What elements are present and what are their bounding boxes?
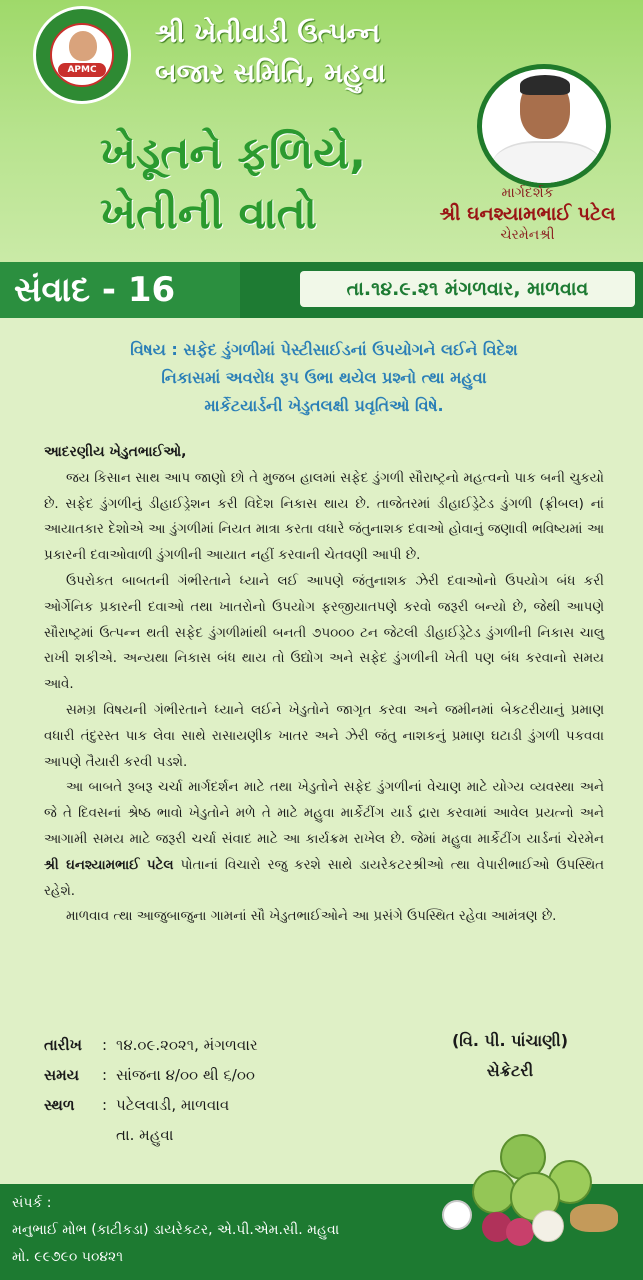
subject-block — [50, 336, 598, 420]
signatory-title: સેક્રેટરી — [486, 1061, 534, 1080]
logo-emblem — [50, 23, 114, 87]
headline — [100, 124, 420, 244]
org-title-line2: બજાર સમિતિ, મહુવા — [155, 58, 386, 89]
onion-icon — [506, 1218, 534, 1246]
guide-role: માર્ગદર્શક — [501, 185, 554, 201]
place-row-2 — [44, 1120, 374, 1150]
time-row — [44, 1060, 374, 1090]
paragraph-3: સમગ્ર વિષયની ગંભીરતાને ધ્યાને લઈને ખેડુતોને જાગૃત કરવા અને જમીનમાં બેકટરીયાનું પ્રમાણ વધારી તંદુરસ્ત પાક લેવા સાથે રાસાયણીક ખાતર અને ઝેરી જંતુ નાશકનું પ્રમાણ ઘટાડી ડુંગળી પકવવા આપણે તૈયારી કરવી પડશે. — [44, 702, 604, 770]
date-label: તારીખ — [44, 1036, 82, 1054]
date-value: ૧૪.૦૯.૨૦૨૧, મંગળવાર — [116, 1036, 258, 1054]
separator: : — [102, 1096, 108, 1114]
letter-body — [44, 440, 604, 930]
contact-person: મનુભાઈ મોભ (કાટીકડા) ડાયરેકટર, એ.પી.એમ.સી. મહુવા — [12, 1222, 340, 1238]
paragraph-4-text: આ બાબતે રૂબરૂ ચર્ચા માર્ગદર્શન માટે તથા ખેડુતોને સફેદ ડુંગળીનાં વેચાણ માટે યોગ્ય વ્યવસ્થા અને જે તે દિવસનાં શ્રેષ્ઠ ભાવો ખેડુતોને મળે તે માટે મહુવા માર્કેટીંગ યાર્ડ દ્રારા કરવામાં આવેલ પ્રયત્નો અને આગામી સમય માટે જરૂરી ચર્ચા સંવાદ માટે આ કાર્યક્રમ રાખેલ છે. જેમાં મહુવા માર્કેટીંગ યાર્ડનાં ચેરમેન — [44, 780, 604, 847]
salutation: આદરણીય ખેડુતભાઈઓ, — [44, 444, 187, 460]
event-date-place: તા.૧૪.૯.૨૧ મંગળવાર, માળવાવ — [300, 271, 635, 307]
headline-line2: ખેતીની વાતો — [100, 188, 317, 239]
headline-line1: ખેડૂતને ફળિયે, — [100, 128, 367, 179]
samvad-label: સંવાદ - 16 — [0, 262, 240, 318]
time-value: સાંજના ૪/૦૦ થી ૬/૦૦ — [116, 1066, 255, 1084]
org-title-line1: શ્રી ખેતીવાડી ઉત્પન્ન — [155, 18, 381, 49]
paragraph-5: માળવાવ ત્થા આજુબાજુના ગામનાં સૌ ખેડુતભાઈઓને આ પ્રસંગે ઉપસ્થિત રહેવા આમંત્રણ છે. — [66, 909, 557, 925]
contact-block — [12, 1190, 432, 1271]
subject-line3: માર્કેટયાર્ડની ખેડુતલક્ષી પ્રવૃતિઓ વિષે. — [204, 396, 444, 415]
paragraph-4-text-end: પોતાનાં વિચારો રજુ કરશે સાથે ડાયરેકટરશ્રીઓ ત્થા વેપારીભાઈઓ ઉપસ્થિત રહેશે. — [44, 857, 604, 899]
organization-title — [155, 14, 475, 94]
chairman-photo — [477, 64, 611, 188]
guide-name: શ્રી ઘનશ્યામભાઈ પટેલ — [439, 203, 616, 225]
paragraph-1: જય કિસાન સાથ આપ જાણો છો તે મુજબ હાલમાં સફેદ ડુંગળી સૌરાષ્ટ્રનો મહત્વનો પાક બની ચુકયો છે. સફેદ ડુંગળીનું ડીહાઈડ્રેશન કરી વિદેશ નિકાસ થાય છે. તાજેતરમાં ડીહાઈડ્રેટેડ ડુંગળી (ફ્રીબલ) નાં આયાતકાર દેશોએ આ ડુંગળીમાં નિયત માત્રા કરતા વધારે જંતુનાશક દવાઓ હોવાનું જણાવી ભવિષ્યમાં આ પ્રકારની દવાઓવાળી ડુંગળીની આયાત નહીં કરવાની ચેતવણી આપી છે. — [44, 470, 604, 564]
place-value: પટેલવાડી, માળવાવ — [116, 1096, 230, 1114]
photo-hair — [520, 75, 570, 95]
place-value-2: તા. મહુવા — [116, 1126, 174, 1144]
header — [0, 0, 643, 262]
signature-block — [420, 1026, 600, 1086]
produce-illustration — [440, 1130, 640, 1260]
event-details — [44, 1030, 374, 1150]
place-label: સ્થળ — [44, 1096, 75, 1114]
apmc-logo — [33, 6, 131, 104]
chairman-name: શ્રી ઘનશ્યામભાઈ પટેલ — [44, 857, 174, 873]
portrait-icon — [69, 31, 97, 61]
photo-body — [492, 141, 602, 188]
guide-title: ચેરમેનશ્રી — [500, 227, 555, 243]
event-banner — [0, 262, 643, 318]
subject-line2: નિકાસમાં અવરોધ રૂપ ઉભા થયેલ પ્રશ્નો ત્થા મહુવા — [161, 368, 487, 387]
logo-label: APMC — [58, 63, 106, 77]
signatory-name: (વિ. પી. પાંચાણી) — [451, 1031, 569, 1050]
cotton-icon — [442, 1200, 472, 1230]
subject-line1: વિષય : સફેદ ડુંગળીમાં પેસ્ટીસાઈડનાં ઉપયોગને લઈને વિદેશ — [130, 340, 518, 359]
time-label: સમય — [44, 1066, 80, 1084]
contact-label: સંપર્ક : — [12, 1195, 52, 1211]
paragraph-2: ઉપરોકત બાબતની ગંભીરતાને ધ્યાને લઈ આપણે જંતુનાશક ઝેરી દવાઓનો ઉપયોગ બંધ કરી ઓર્ગેનિક પ્રકારની દવાઓ તથા ખાતરોનો ઉપયોગ ફરજીયાતપણે કરવો જરૂરી બન્યો છે, જેથી આપણે સૌરાષ્ટ્રમાં ઉત્પન્ન થતી સફેદ ડુંગળીમાંથી બનતી ૭૫૦૦૦ ટન જેટલી ડીહાઈડ્રેટેડ ડુંગળીની નિકાસ ચાલુ રાખી શકીએ. અન્યથા નિકાસ બંધ થાય તો ઉદ્યોગ અને સફેદ ડુંગળીની ખેતી પણ બંધ કરવાનો સમય આવે. — [44, 573, 604, 693]
peanut-icon — [570, 1204, 618, 1232]
contact-phone: મો. ૯૯૭૯૦ ૫૦૪૨૧ — [12, 1249, 124, 1265]
paragraph-4 — [44, 775, 604, 904]
guide-block — [420, 184, 635, 244]
date-row — [44, 1030, 374, 1060]
place-row — [44, 1090, 374, 1120]
separator: : — [102, 1036, 108, 1054]
onion-icon — [532, 1210, 564, 1242]
separator: : — [102, 1066, 108, 1084]
